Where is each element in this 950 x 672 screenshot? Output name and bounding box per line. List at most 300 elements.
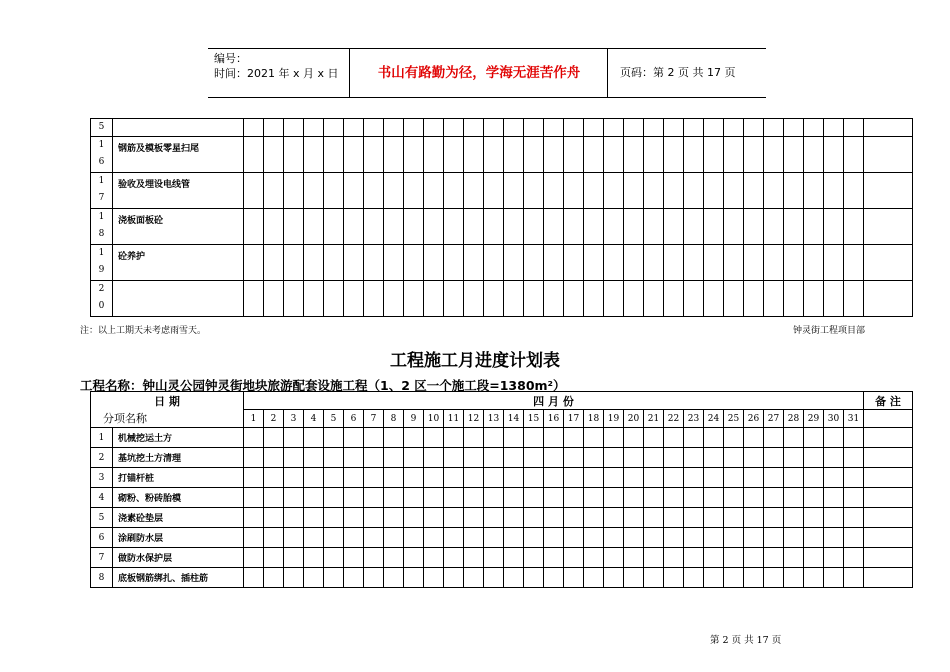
day-cell	[664, 468, 684, 488]
day-cell	[724, 173, 744, 209]
day-cell	[444, 245, 464, 281]
day-cell	[544, 488, 564, 508]
day-cell	[584, 508, 604, 528]
day-cell	[424, 428, 444, 448]
day-cell	[744, 528, 764, 548]
remark-cell	[864, 508, 913, 528]
day-header: 13	[484, 410, 504, 428]
day-header: 4	[304, 410, 324, 428]
day-cell	[344, 448, 364, 468]
task-name	[113, 281, 244, 317]
day-cell	[624, 548, 644, 568]
day-cell	[244, 428, 264, 448]
day-cell	[324, 173, 344, 209]
row-number-digit: 1	[98, 248, 105, 258]
day-cell	[364, 119, 384, 137]
day-cell	[624, 428, 644, 448]
day-cell	[664, 209, 684, 245]
day-cell	[464, 508, 484, 528]
day-cell	[504, 173, 524, 209]
motto: 书山有路勤为径，学海无涯苦作舟	[351, 49, 608, 97]
day-cell	[544, 568, 564, 588]
day-cell	[484, 468, 504, 488]
day-cell	[764, 119, 784, 137]
day-cell	[784, 488, 804, 508]
row-number: 4	[91, 488, 113, 508]
day-cell	[344, 508, 364, 528]
day-cell	[544, 281, 564, 317]
code-label: 编号：	[214, 52, 247, 65]
day-cell	[484, 245, 504, 281]
day-header: 16	[544, 410, 564, 428]
day-cell	[564, 209, 584, 245]
day-cell	[384, 281, 404, 317]
day-cell	[664, 528, 684, 548]
row-number	[91, 245, 113, 281]
day-cell	[684, 448, 704, 468]
page-title: 工程施工月进度计划表	[390, 351, 560, 371]
day-cell	[604, 245, 624, 281]
day-cell	[584, 119, 604, 137]
day-cell	[624, 119, 644, 137]
day-cell	[844, 281, 864, 317]
day-cell	[504, 119, 524, 137]
day-cell	[784, 173, 804, 209]
day-cell	[744, 468, 764, 488]
day-cell	[424, 548, 444, 568]
day-cell	[824, 568, 844, 588]
day-cell	[504, 488, 524, 508]
day-cell	[544, 245, 564, 281]
day-cell	[624, 245, 644, 281]
day-header: 29	[804, 410, 824, 428]
day-cell	[464, 209, 484, 245]
day-cell	[644, 281, 664, 317]
day-cell	[384, 448, 404, 468]
row-number-digit: 5	[98, 122, 105, 132]
remark-cell	[864, 428, 913, 448]
day-cell	[684, 428, 704, 448]
day-cell	[304, 528, 324, 548]
day-cell	[584, 173, 604, 209]
day-cell	[244, 245, 264, 281]
day-cell	[604, 548, 624, 568]
day-cell	[664, 428, 684, 448]
day-cell	[304, 508, 324, 528]
day-cell	[724, 448, 744, 468]
day-cell	[324, 245, 344, 281]
day-cell	[544, 548, 564, 568]
day-header: 26	[744, 410, 764, 428]
task-name: 涂刷防水层	[113, 528, 244, 548]
day-cell	[264, 137, 284, 173]
row-number-digit: 8	[98, 229, 105, 239]
day-cell	[384, 137, 404, 173]
day-cell	[664, 245, 684, 281]
day-cell	[784, 568, 804, 588]
remark-cell	[864, 137, 913, 173]
day-cell	[764, 173, 784, 209]
day-header: 12	[464, 410, 484, 428]
task-name: 基坑挖土方清理	[113, 448, 244, 468]
day-cell	[724, 428, 744, 448]
day-cell	[824, 209, 844, 245]
day-cell	[504, 209, 524, 245]
day-cell	[724, 209, 744, 245]
row-number	[91, 137, 113, 173]
day-cell	[524, 548, 544, 568]
day-cell	[424, 448, 444, 468]
day-cell	[804, 468, 824, 488]
day-cell	[364, 281, 384, 317]
day-cell	[384, 468, 404, 488]
remark-cell	[864, 488, 913, 508]
day-header: 23	[684, 410, 704, 428]
day-cell	[524, 448, 544, 468]
day-cell	[844, 528, 864, 548]
day-cell	[524, 245, 544, 281]
day-cell	[764, 245, 784, 281]
day-cell	[764, 281, 784, 317]
day-cell	[664, 281, 684, 317]
day-cell	[624, 448, 644, 468]
day-cell	[644, 488, 664, 508]
day-cell	[364, 428, 384, 448]
day-cell	[304, 548, 324, 568]
day-cell	[464, 468, 484, 488]
day-cell	[244, 488, 264, 508]
row-number: 2	[91, 448, 113, 468]
task-name: 浇板面板砼	[113, 209, 244, 245]
day-cell	[624, 281, 644, 317]
day-cell	[644, 137, 664, 173]
day-cell	[824, 528, 844, 548]
day-cell	[584, 245, 604, 281]
day-cell	[444, 119, 464, 137]
day-cell	[504, 448, 524, 468]
day-cell	[244, 448, 264, 468]
day-cell	[304, 468, 324, 488]
day-cell	[264, 548, 284, 568]
day-cell	[664, 508, 684, 528]
day-cell	[364, 548, 384, 568]
day-cell	[564, 468, 584, 488]
day-cell	[624, 508, 644, 528]
day-cell	[264, 281, 284, 317]
day-cell	[324, 137, 344, 173]
day-cell	[764, 137, 784, 173]
day-cell	[564, 137, 584, 173]
day-cell	[504, 528, 524, 548]
day-cell	[764, 568, 784, 588]
page-number-label: 页码：第 2 页 共 17 页	[620, 66, 736, 79]
day-cell	[404, 448, 424, 468]
day-cell	[824, 488, 844, 508]
day-cell	[304, 119, 324, 137]
day-cell	[804, 428, 824, 448]
day-cell	[684, 488, 704, 508]
day-cell	[824, 508, 844, 528]
task-name: 验收及埋设电线管	[113, 173, 244, 209]
day-cell	[304, 281, 324, 317]
day-cell	[484, 488, 504, 508]
task-name: 打锚杆桩	[113, 468, 244, 488]
day-cell	[544, 508, 564, 528]
day-cell	[344, 137, 364, 173]
remark-cell	[864, 245, 913, 281]
day-cell	[484, 173, 504, 209]
day-cell	[464, 173, 484, 209]
day-cell	[644, 119, 664, 137]
remark-cell	[864, 568, 913, 588]
day-cell	[524, 209, 544, 245]
day-cell	[844, 508, 864, 528]
day-cell	[444, 173, 464, 209]
day-cell	[704, 468, 724, 488]
day-cell	[744, 508, 764, 528]
day-cell	[284, 137, 304, 173]
day-cell	[564, 548, 584, 568]
day-cell	[264, 508, 284, 528]
row-number: 1	[91, 428, 113, 448]
day-cell	[364, 528, 384, 548]
day-cell	[584, 428, 604, 448]
day-cell	[744, 548, 764, 568]
day-cell	[844, 137, 864, 173]
day-cell	[644, 209, 664, 245]
day-cell	[644, 508, 664, 528]
day-cell	[804, 119, 824, 137]
day-cell	[824, 281, 844, 317]
day-header: 6	[344, 410, 364, 428]
day-cell	[424, 173, 444, 209]
day-cell	[604, 488, 624, 508]
day-cell	[704, 568, 724, 588]
day-cell	[744, 281, 764, 317]
remark-cell	[864, 209, 913, 245]
day-cell	[404, 119, 424, 137]
day-cell	[724, 468, 744, 488]
day-cell	[244, 468, 264, 488]
day-cell	[344, 548, 364, 568]
day-cell	[244, 281, 264, 317]
day-cell	[764, 488, 784, 508]
day-cell	[604, 137, 624, 173]
day-cell	[824, 428, 844, 448]
day-cell	[244, 137, 264, 173]
day-cell	[664, 548, 684, 568]
row-number-digit: 0	[98, 301, 105, 311]
task-name: 做防水保护层	[113, 548, 244, 568]
task-name: 钢筋及模板零星扫尾	[113, 137, 244, 173]
header-row-days	[91, 410, 913, 428]
row-number: 3	[91, 468, 113, 488]
day-cell	[604, 528, 624, 548]
day-cell	[684, 281, 704, 317]
day-header: 30	[824, 410, 844, 428]
day-cell	[764, 528, 784, 548]
day-cell	[704, 528, 724, 548]
day-cell	[264, 468, 284, 488]
remark-cell	[864, 119, 913, 137]
day-cell	[784, 528, 804, 548]
day-cell	[724, 508, 744, 528]
day-cell	[444, 468, 464, 488]
day-cell	[404, 508, 424, 528]
day-cell	[364, 488, 384, 508]
day-cell	[324, 428, 344, 448]
task-name	[113, 119, 244, 137]
day-cell	[704, 448, 724, 468]
day-cell	[524, 488, 544, 508]
table-row	[91, 281, 913, 317]
day-cell	[724, 528, 744, 548]
day-cell	[724, 281, 744, 317]
table-row	[91, 209, 913, 245]
day-cell	[324, 119, 344, 137]
task-name: 浇素砼垫层	[113, 508, 244, 528]
day-cell	[304, 245, 324, 281]
day-cell	[324, 209, 344, 245]
day-cell	[584, 137, 604, 173]
page-header	[208, 48, 766, 98]
day-cell	[624, 568, 644, 588]
day-cell	[464, 548, 484, 568]
day-cell	[264, 568, 284, 588]
day-cell	[744, 568, 764, 588]
day-cell	[424, 137, 444, 173]
day-cell	[244, 528, 264, 548]
remark-cell	[864, 528, 913, 548]
day-cell	[784, 448, 804, 468]
day-cell	[344, 281, 364, 317]
day-cell	[404, 568, 424, 588]
day-cell	[784, 245, 804, 281]
day-cell	[524, 281, 544, 317]
day-cell	[804, 281, 824, 317]
day-cell	[304, 209, 324, 245]
day-header: 20	[624, 410, 644, 428]
day-cell	[484, 281, 504, 317]
day-cell	[464, 119, 484, 137]
table-row	[91, 548, 913, 568]
day-cell	[384, 209, 404, 245]
day-cell	[444, 137, 464, 173]
day-header: 3	[284, 410, 304, 428]
day-cell	[584, 448, 604, 468]
day-cell	[644, 568, 664, 588]
day-cell	[344, 488, 364, 508]
day-cell	[644, 468, 664, 488]
day-cell	[704, 137, 724, 173]
day-cell	[404, 528, 424, 548]
remark-cell	[864, 410, 913, 428]
day-cell	[424, 528, 444, 548]
row-number: 8	[91, 568, 113, 588]
day-cell	[264, 488, 284, 508]
day-cell	[464, 448, 484, 468]
day-cell	[744, 209, 764, 245]
remark-cell	[864, 281, 913, 317]
day-cell	[564, 173, 584, 209]
day-cell	[464, 568, 484, 588]
table-row	[91, 488, 913, 508]
day-header: 1	[244, 410, 264, 428]
day-cell	[784, 281, 804, 317]
day-cell	[324, 468, 344, 488]
day-cell	[484, 528, 504, 548]
day-cell	[784, 508, 804, 528]
day-cell	[604, 568, 624, 588]
date-label-cell: 日 期	[91, 392, 244, 410]
day-cell	[664, 568, 684, 588]
day-cell	[324, 488, 344, 508]
note-right: 钟灵街工程项目部	[793, 326, 866, 336]
day-cell	[464, 428, 484, 448]
day-cell	[684, 548, 704, 568]
day-cell	[484, 209, 504, 245]
day-cell	[244, 508, 264, 528]
day-cell	[444, 428, 464, 448]
note-left: 注：以上工期天未考虑雨雪天。	[80, 326, 207, 336]
day-cell	[284, 508, 304, 528]
day-cell	[324, 528, 344, 548]
day-cell	[364, 173, 384, 209]
day-cell	[244, 173, 264, 209]
day-cell	[384, 119, 404, 137]
day-cell	[524, 173, 544, 209]
row-number	[91, 119, 113, 137]
day-cell	[544, 428, 564, 448]
month-label-cell: 四 月 份	[244, 392, 864, 410]
day-cell	[564, 568, 584, 588]
day-cell	[724, 245, 744, 281]
day-cell	[404, 468, 424, 488]
day-cell	[284, 209, 304, 245]
day-cell	[284, 245, 304, 281]
day-cell	[604, 173, 624, 209]
day-cell	[404, 137, 424, 173]
day-cell	[444, 568, 464, 588]
day-cell	[504, 137, 524, 173]
day-cell	[544, 173, 564, 209]
day-cell	[644, 428, 664, 448]
day-cell	[584, 488, 604, 508]
day-cell	[424, 281, 444, 317]
day-cell	[464, 528, 484, 548]
day-cell	[844, 548, 864, 568]
day-header: 15	[524, 410, 544, 428]
table-row	[91, 528, 913, 548]
day-cell	[624, 137, 644, 173]
day-cell	[424, 245, 444, 281]
day-cell	[264, 245, 284, 281]
day-cell	[704, 119, 724, 137]
day-cell	[684, 209, 704, 245]
day-cell	[404, 173, 424, 209]
day-cell	[744, 137, 764, 173]
day-cell	[564, 488, 584, 508]
day-cell	[664, 448, 684, 468]
day-cell	[244, 119, 264, 137]
day-cell	[784, 119, 804, 137]
day-cell	[324, 448, 344, 468]
day-cell	[584, 548, 604, 568]
day-cell	[824, 137, 844, 173]
day-cell	[804, 528, 824, 548]
day-cell	[744, 488, 764, 508]
day-cell	[824, 119, 844, 137]
